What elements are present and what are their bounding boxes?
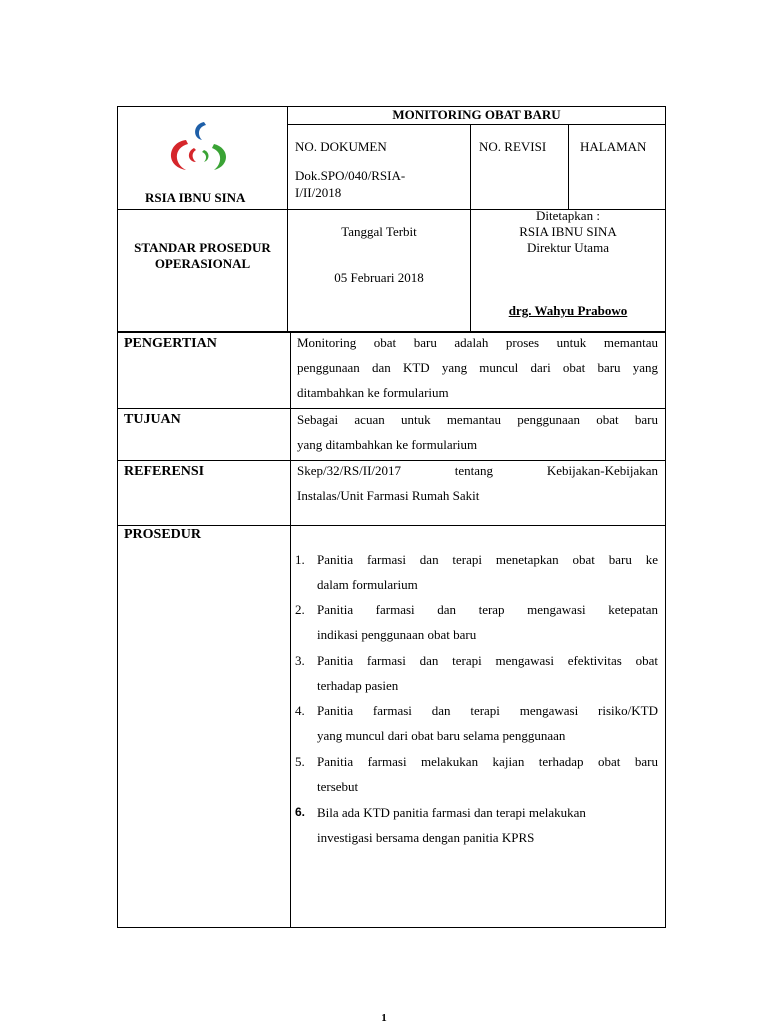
step-line: investigasi bersama dengan panitia KPRS — [317, 830, 535, 845]
doc-type-line2: OPERASIONAL — [154, 256, 251, 271]
step-text — [317, 547, 658, 597]
doc-type-line1: STANDAR PROSEDUR — [134, 240, 271, 255]
no-dokumen-value-line1: Dok.SPO/040/RSIA- — [295, 168, 406, 183]
step-text — [317, 648, 658, 698]
step-line: Bila ada KTD panitia farmasi dan terapi melakukan — [317, 805, 586, 820]
hospital-logo-icon — [160, 118, 242, 180]
step-number: 2. — [295, 602, 305, 617]
halaman-label: HALAMAN — [580, 139, 647, 154]
step-line: terhadap pasien — [317, 678, 399, 693]
pengertian-line: penggunaan dan KTD yang muncul dari obat baru yang — [297, 360, 658, 375]
tujuan-line: Sebagai acuan untuk memantau penggunaan obat baru — [297, 412, 658, 427]
ditetapkan-org: RSIA IBNU SINA — [519, 224, 617, 239]
step-number: 1. — [295, 552, 305, 567]
section-label-tujuan: TUJUAN — [124, 412, 181, 427]
step-line: tersebut — [317, 779, 359, 794]
step-text — [317, 698, 658, 748]
step-line: yang muncul dari obat baru selama penggunaan — [317, 728, 566, 743]
hospital-name: RSIA IBNU SINA — [145, 190, 246, 205]
step-line: Panitia farmasi melakukan kajian terhadap obat baru — [317, 754, 658, 769]
step-text — [317, 597, 658, 647]
step-number: 6. — [295, 805, 306, 819]
section-label-prosedur: PROSEDUR — [124, 527, 202, 542]
section-body-referensi — [297, 458, 658, 508]
section-label-pengertian: PENGERTIAN — [124, 336, 217, 351]
document-title: MONITORING OBAT BARU — [392, 107, 561, 122]
step-line: Panitia farmasi dan terap mengawasi ketepatan — [317, 602, 658, 617]
tanggal-terbit-value: 05 Februari 2018 — [334, 270, 424, 285]
step-number: 4. — [295, 703, 305, 718]
step-number: 3. — [295, 653, 305, 668]
step-line: Panitia farmasi dan terapi mengawasi risiko/KTD — [317, 703, 658, 718]
ditetapkan-role: Direktur Utama — [527, 240, 609, 255]
step-line: dalam formularium — [317, 577, 418, 592]
step-line: Panitia farmasi dan terapi menetapkan obat baru ke — [317, 552, 658, 567]
section-label-referensi: REFERENSI — [124, 464, 205, 479]
pengertian-line: ditambahkan ke formularium — [297, 385, 449, 400]
referensi-line: Instalas/Unit Farmasi Rumah Sakit — [297, 488, 480, 503]
step-text — [317, 800, 658, 850]
no-revisi-label: NO. REVISI — [479, 139, 547, 154]
section-body-tujuan — [297, 407, 658, 457]
step-number: 5. — [295, 754, 305, 769]
no-dokumen-value-line2: I/II/2018 — [295, 185, 342, 200]
referensi-line: Skep/32/RS/II/2017 tentang Kebijakan-Kebijakan — [297, 463, 658, 478]
pengertian-line: Monitoring obat baru adalah proses untuk memantau — [297, 335, 658, 350]
step-line: indikasi penggunaan obat baru — [317, 627, 477, 642]
tanggal-terbit-label: Tanggal Terbit — [341, 224, 417, 239]
step-line: Panitia farmasi dan terapi mengawasi efektivitas obat — [317, 653, 658, 668]
page-number: 1 — [381, 1012, 387, 1024]
signatory-name: drg. Wahyu Prabowo — [508, 303, 628, 318]
ditetapkan-label: Ditetapkan : — [536, 208, 600, 223]
no-dokumen-label: NO. DOKUMEN — [295, 139, 387, 154]
section-body-pengertian — [297, 330, 658, 405]
step-text — [317, 749, 658, 799]
tujuan-line: yang ditambahkan ke formularium — [297, 437, 478, 452]
